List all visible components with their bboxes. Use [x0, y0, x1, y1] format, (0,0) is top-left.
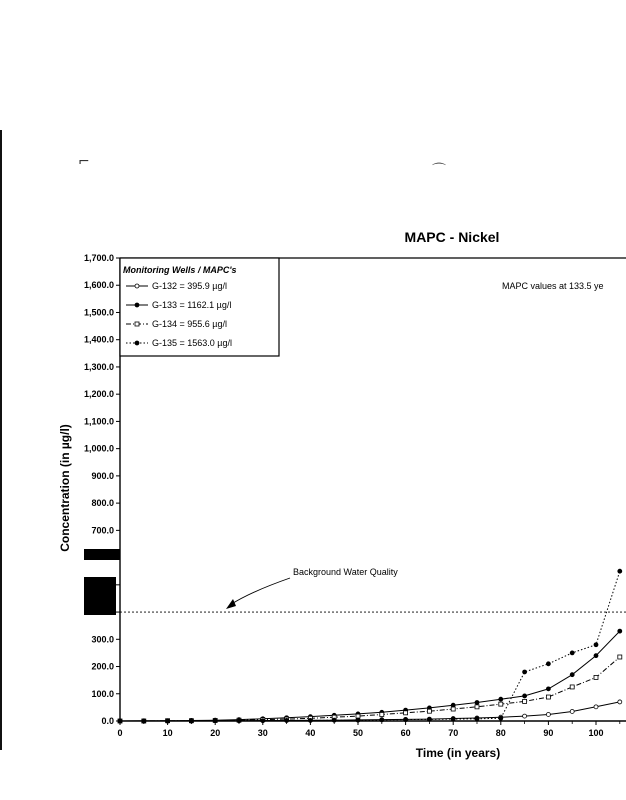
- x-axis-title: Time (in years): [415, 746, 501, 760]
- scan-speck-mark: ⌒: [432, 163, 446, 179]
- data-point: [427, 709, 431, 713]
- series-line-1: [120, 702, 620, 721]
- data-point: [380, 718, 384, 722]
- data-point: [404, 718, 408, 722]
- x-tick-label: 70: [448, 728, 459, 738]
- series-line-2: [120, 631, 620, 721]
- data-point: [475, 705, 479, 709]
- data-point: [166, 719, 170, 723]
- data-point: [475, 700, 479, 704]
- y-tick-label: 100.0: [91, 688, 114, 699]
- data-point: [451, 703, 455, 707]
- data-point: [523, 714, 527, 718]
- data-point: [594, 654, 598, 658]
- legend-entry-label: G-135 = 1563.0 µg/l: [152, 338, 232, 348]
- data-point: [523, 694, 527, 698]
- data-point: [285, 718, 289, 722]
- data-point: [594, 675, 598, 679]
- y-tick-label: 1,600.0: [83, 280, 114, 291]
- y-tick-label: 1,200.0: [83, 389, 114, 400]
- data-point: [523, 699, 527, 703]
- data-point: [570, 673, 574, 677]
- y-tick-label: 700.0: [91, 525, 114, 536]
- x-tick-label: 100: [588, 728, 604, 738]
- background-water-quality-label: Background Water Quality: [293, 567, 398, 577]
- data-point: [618, 569, 622, 573]
- data-point: [451, 717, 455, 721]
- scan-speck-mark: ⌐: [78, 154, 90, 170]
- data-point: [356, 718, 360, 722]
- data-point: [499, 697, 503, 701]
- data-point: [618, 700, 622, 704]
- legend-marker: [135, 284, 139, 288]
- redaction-block: [84, 577, 116, 615]
- series-line-4: [120, 571, 620, 721]
- y-tick-label: 1,400.0: [83, 334, 114, 345]
- y-tick-label: 1,000.0: [83, 443, 114, 454]
- x-tick-label: 0: [117, 728, 123, 738]
- legend-entry-label: G-132 = 395.9 µg/l: [152, 281, 227, 291]
- y-tick-label: 1,100.0: [83, 416, 114, 427]
- data-point: [118, 719, 122, 723]
- x-tick-label: 40: [305, 728, 316, 738]
- x-tick-label: 80: [495, 728, 506, 738]
- series-layer: [118, 569, 622, 723]
- data-point: [546, 662, 550, 666]
- y-axis-title: Concentration (in µg/l): [58, 424, 72, 552]
- series-line-3: [120, 657, 620, 721]
- mapc-note: MAPC values at 133.5 ye: [502, 281, 604, 291]
- data-point: [546, 695, 550, 699]
- data-point: [451, 707, 455, 711]
- background-arrow: [230, 578, 290, 605]
- data-point: [618, 655, 622, 659]
- y-tick-label: 0.0: [101, 716, 114, 726]
- x-tick-label: 20: [210, 728, 221, 738]
- chart-title: MAPC - Nickel: [404, 229, 500, 245]
- legend-title: Monitoring Wells / MAPC's: [123, 265, 237, 275]
- x-tick-label: 30: [257, 728, 268, 738]
- data-point: [189, 719, 193, 723]
- legend-entry-label: G-134 = 955.6 µg/l: [152, 319, 227, 329]
- data-point: [594, 643, 598, 647]
- legend-marker: [135, 341, 139, 345]
- data-point: [142, 719, 146, 723]
- x-tick-label: 60: [400, 728, 411, 738]
- data-point: [213, 719, 217, 723]
- y-tick-label: 200.0: [91, 661, 114, 672]
- data-point: [546, 712, 550, 716]
- data-point: [475, 717, 479, 721]
- data-point: [237, 719, 241, 723]
- data-point: [618, 629, 622, 633]
- data-point: [570, 685, 574, 689]
- x-tick-label: 50: [352, 728, 364, 738]
- data-point: [523, 670, 527, 674]
- y-tick-label: 900.0: [91, 470, 114, 481]
- y-tick-label: 1,700.0: [83, 253, 114, 263]
- y-tick-label: 1,300.0: [83, 361, 114, 372]
- data-point: [404, 711, 408, 715]
- data-point: [594, 705, 598, 709]
- y-tick-label: 300.0: [91, 634, 114, 645]
- data-point: [261, 719, 265, 723]
- x-tick-label: 90: [543, 728, 554, 738]
- data-point: [427, 717, 431, 721]
- redaction-block: [84, 549, 120, 560]
- legend-marker: [135, 303, 139, 307]
- x-tick-label: 10: [162, 728, 173, 738]
- y-axis: [84, 253, 120, 726]
- legend: [120, 258, 279, 356]
- data-point: [570, 709, 574, 713]
- y-tick-label: 1,500.0: [83, 307, 114, 318]
- data-point: [332, 718, 336, 722]
- legend-entry-label: G-133 = 1162.1 µg/l: [152, 300, 232, 310]
- data-point: [380, 712, 384, 716]
- data-point: [308, 718, 312, 722]
- y-tick-label: 800.0: [91, 498, 114, 509]
- arrowhead-icon: [226, 599, 236, 609]
- data-point: [570, 651, 574, 655]
- x-axis: [117, 721, 619, 738]
- data-point: [356, 714, 360, 718]
- legend-marker: [135, 322, 139, 326]
- data-point: [546, 687, 550, 691]
- data-point: [499, 716, 503, 720]
- data-point: [499, 702, 503, 706]
